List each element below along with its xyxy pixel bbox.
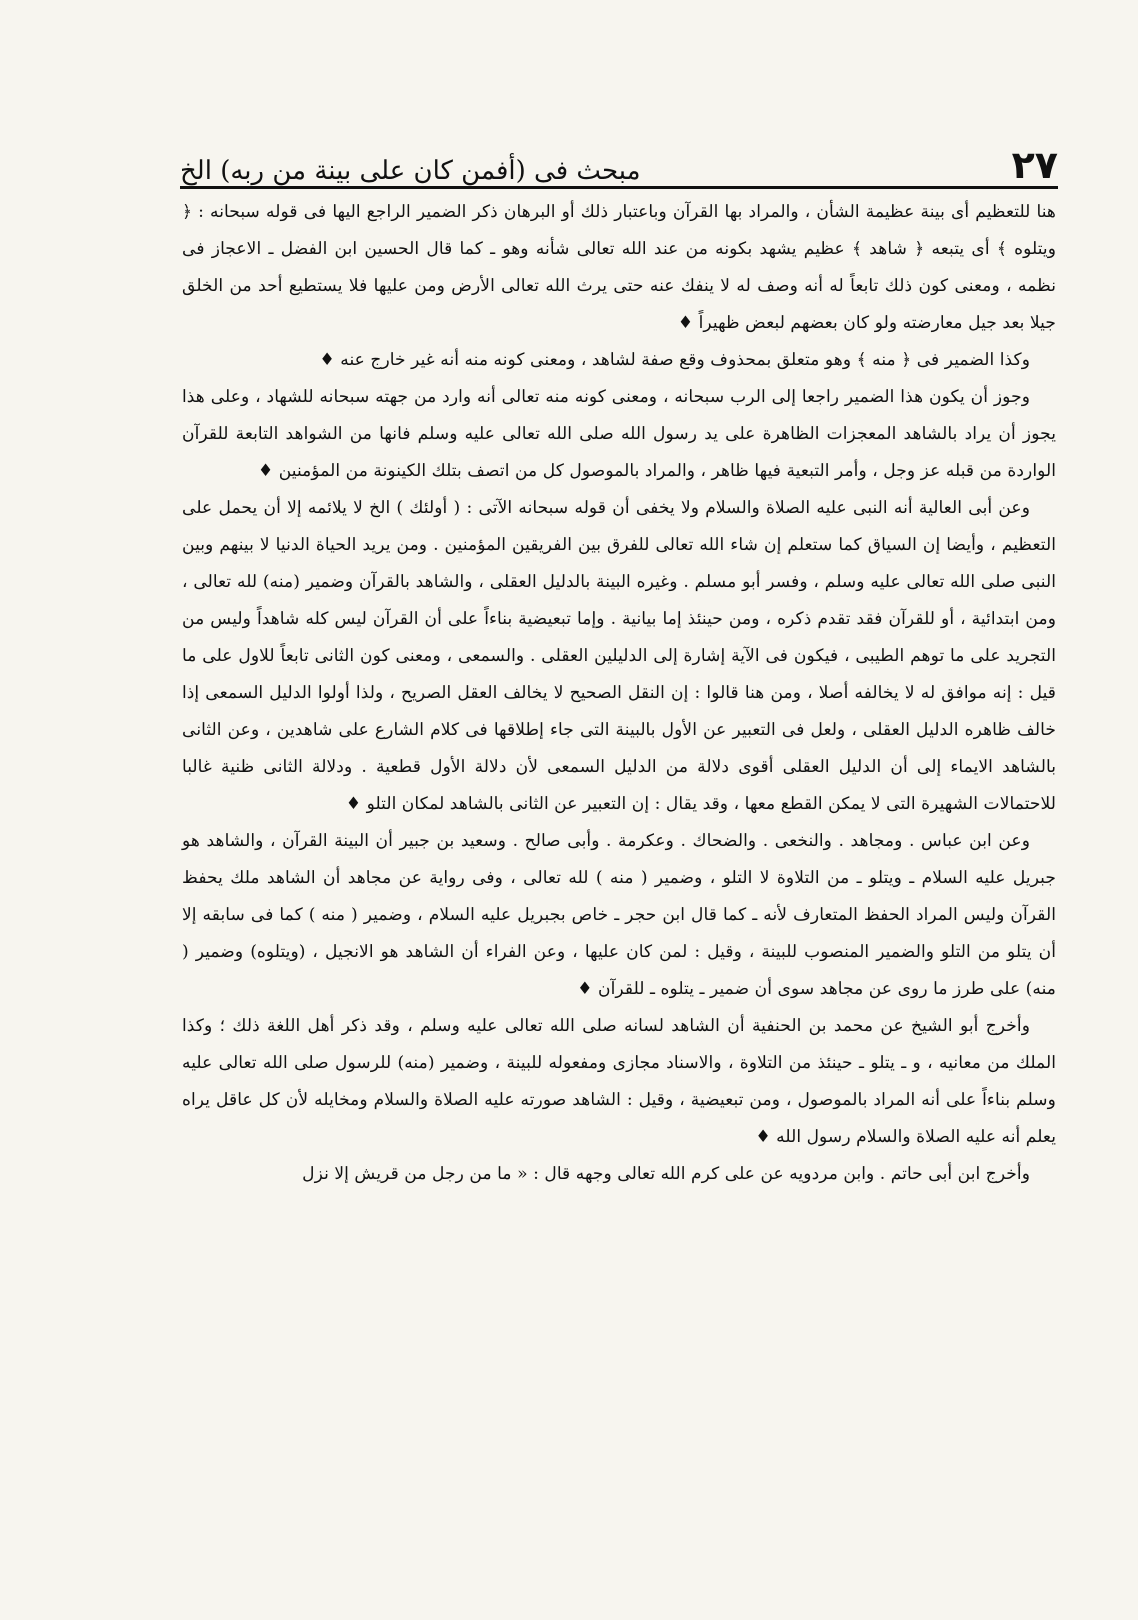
running-head: مبحث فى (أفمن كان على بينة من ربه) الخ (180, 156, 641, 186)
page-number: ٢٧ (1011, 143, 1058, 187)
paragraph: وكذا الضمير فى ﴿ منه ﴾ وهو متعلق بمحذوف وقع صفة لشاهد ، ومعنى كونه منه أنه غير خارج عنه ♦ (319, 350, 1030, 370)
paragraph: وعن أبى العالية أنه النبى عليه الصلاة والسلام ولا يخفى أن قوله سبحانه الآتى : ( أولئك ) الخ لا يلائمه إلا أن يحمل على التعظيم ، وأيضا إن السياق كما ستعلم إن شاء الله تعالى للفرق بين الفريقين المؤمنين . ومن يريد الحياة الدنيا لا بينهم وبين النبى صلى الله تعالى عليه وسلم ، وفسر أبو مسلم . وغيره البينة بالدليل العقلى ، والشاهد بالقرآن وضمير (منه) لله تعالى ، ومن ابتدائية ، أو للقرآن فقد تقدم ذكره ، ومن حينئذ إما بيانية . وإما تبعيضية بناءاً على أن القرآن ليس كله شاهداً وليس من التجريد على ما توهم الطيبى ، فيكون فى الآية إشارة إلى الدليلين العقلى . والسمعى ، ومعنى كون الثانى تابعاً للاول على ما قيل : إنه موافق له لا يخالفه أصلا ، ومن هنا قالوا : إن النقل الصحيح لا يخالف العقل الصريح ، ولذا أولوا الدليل السمعى إذا خالف ظاهره الدليل العقلى ، ولعل فى التعبير عن الأول بالبينة التى جاء إطلاقها فى كلام الشارع على شاهدين ، وعن الثانى بالشاهد الايماء إلى أن الدليل العقلى أقوى دلالة من الدليل السمعى لأن دلالة الأول قطعية . ودلالة الثانى ظنية غالبا للاحتمالات الشهيرة التى لا يمكن القطع معها ، وقد يقال : إن التعبير عن الثانى بالشاهد لمكان التلو ♦ (182, 498, 1056, 814)
page-header (180, 130, 1058, 187)
page-body (182, 194, 1056, 1193)
header-rule (180, 186, 1058, 189)
paragraph: وأخرج ابن أبى حاتم . وابن مردويه عن على كرم الله تعالى وجهه قال : « ما من رجل من قريش إلا نزل (302, 1164, 1030, 1184)
paragraph: وجوز أن يكون هذا الضمير راجعا إلى الرب سبحانه ، ومعنى كونه منه تعالى أنه وارد من جهته سبحانه للشهاد ، وعلى هذا يجوز أن يراد بالشاهد المعجزات الظاهرة على يد رسول الله صلى الله تعالى عليه وسلم فانها من الشواهد التابعة للقرآن الواردة من قبله عز وجل ، وأمر التبعية فيها ظاهر ، والمراد بالموصول كل من اتصف بتلك الكينونة من المؤمنين ♦ (182, 387, 1056, 481)
paragraph: وأخرج أبو الشيخ عن محمد بن الحنفية أن الشاهد لسانه صلى الله تعالى عليه وسلم ، وقد ذكر أهل اللغة ذلك ؛ وكذا الملك من معانيه ، و ـ يتلو ـ حينئذ من التلاوة ، والاسناد مجازى ومفعوله للبينة ، وضمير (منه) للرسول صلى الله تعالى عليه وسلم بناءاً على أنه المراد بالموصول ، ومن تبعيضية ، وقيل : الشاهد صورته عليه الصلاة والسلام ومخايله لأن كل عاقل يراه يعلم أنه عليه الصلاة والسلام رسول الله ♦ (182, 1016, 1056, 1147)
paragraph: وعن ابن عباس . ومجاهد . والنخعى . والضحاك . وعكرمة . وأبى صالح . وسعيد بن جبير أن البينة القرآن ، والشاهد هو جبريل عليه السلام ـ ويتلو ـ من التلاوة لا التلو ، وضمير ( منه ) لله تعالى ، وفى رواية عن مجاهد أن الشاهد ملك يحفظ القرآن وليس المراد الحفظ المتعارف لأنه ـ كما قال ابن حجر ـ خاص بجبريل عليه السلام ، وضمير ( منه ) كما فى سابقه إلا أن يتلو من التلو والضمير المنصوب للبينة ، وقيل : لمن كان عليها ، وعن الفراء أن الشاهد هو الانجيل ، (ويتلوه) وضمير ( منه) على طرز ما روى عن مجاهد سوى أن ضمير ـ يتلوه ـ للقرآن ♦ (182, 831, 1056, 999)
paragraph: هنا للتعظيم أى بينة عظيمة الشأن ، والمراد بها القرآن وباعتبار ذلك أو البرهان ذكر الضمير الراجع اليها فى قوله سبحانه : ﴿ ويتلوه ﴾ أى يتبعه ﴿ شاهد ﴾ عظيم يشهد بكونه من عند الله تعالى شأنه وهو ـ كما قال الحسين ابن الفضل ـ الاعجاز فى نظمه ، ومعنى كون ذلك تابعاً له أنه وصف له لا ينفك عنه حتى يرث الله تعالى الأرض ومن عليها فلا يستطيع أحد من الخلق جيلا بعد جيل معارضته ولو كان بعضهم لبعض ظهيراً ♦ (182, 202, 1056, 333)
